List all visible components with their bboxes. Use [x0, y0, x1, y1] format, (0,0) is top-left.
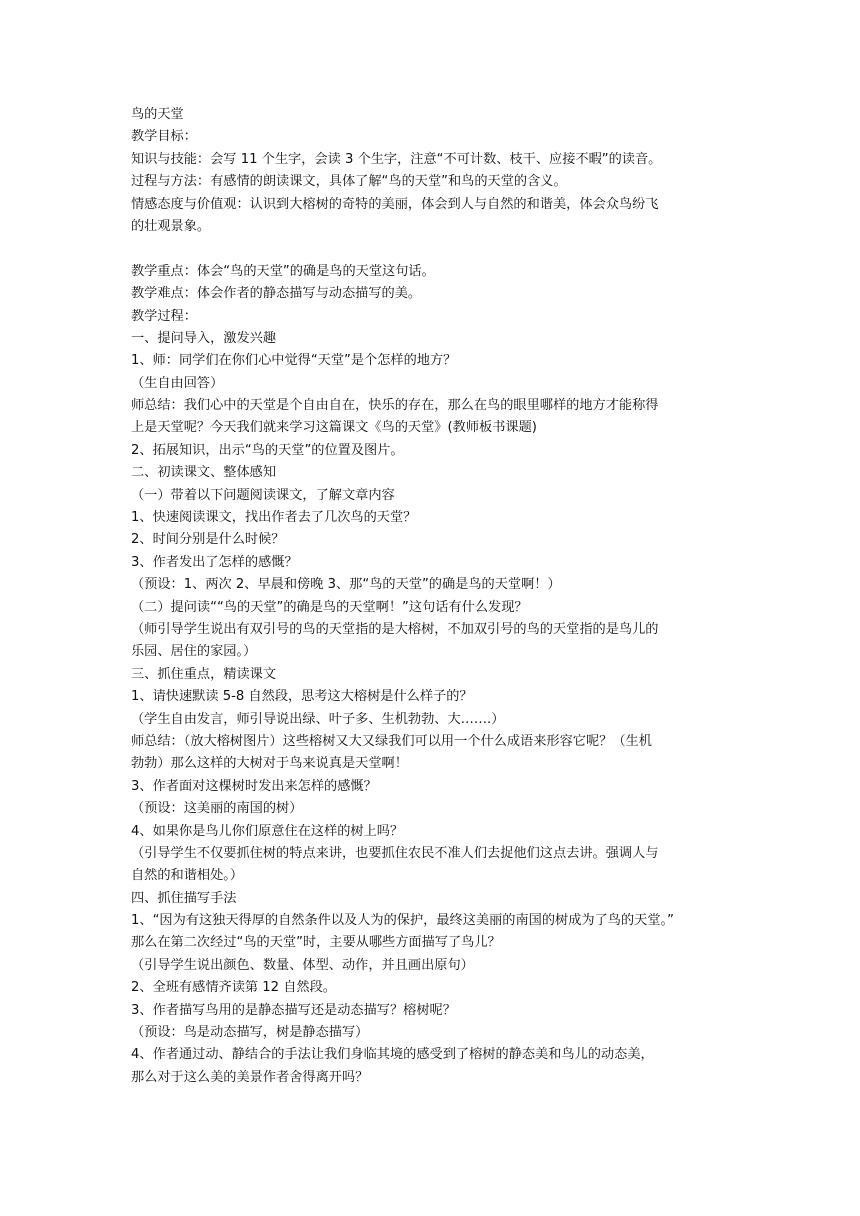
text-line: 教学难点：体会作者的静态描写与动态描写的美。 — [131, 286, 422, 302]
text-line: 乐园、居住的家园。） — [131, 644, 257, 660]
text-line: 过程与方法：有感情的朗读课文，具体了解“鸟的天堂”和鸟的天堂的含义。 — [131, 174, 567, 190]
text-line: 的壮观景象。 — [131, 218, 211, 234]
text-line: 2、时间分别是什么时候？ — [131, 532, 285, 548]
text-line: 1、师：同学们在你们心中觉得“天堂”是个怎样的地方？ — [131, 353, 457, 369]
text-line: 勃勃）那么这样的大树对于鸟来说真是天堂啊！ — [131, 756, 408, 772]
text-line: 一、提问导入，激发兴趣 — [131, 330, 277, 346]
text-line: 那么在第二次经过“鸟的天堂”时，主要从哪些方面描写了鸟儿？ — [131, 935, 501, 951]
text-line — [131, 238, 741, 260]
text-line: （学生自由发言，师引导说出绿、叶子多、生机勃勃、大…….） — [131, 711, 505, 727]
text-line: 2、拓展知识，出示“鸟的天堂”的位置及图片。 — [131, 442, 404, 458]
text-line: 教学重点：体会“鸟的天堂”的确是鸟的天堂这句话。 — [131, 263, 435, 279]
text-line: （生自由回答） — [131, 375, 224, 391]
text-line: 二、初读课文、整体感知 — [131, 465, 277, 481]
text-line: （二）提问读““鸟的天堂”的确是鸟的天堂啊！”这句话有什么发现？ — [131, 599, 528, 615]
text-line: 那么对于这么美的美景作者舍得离开吗？ — [131, 1069, 369, 1085]
text-line: 3、作者面对这棵树时发出来怎样的感慨？ — [131, 778, 377, 794]
text-line: 1、请快速默读 5-8 自然段，思考这大榕树是什么样子的？ — [131, 689, 473, 705]
text-line: （预设：这美丽的南国的树） — [131, 801, 303, 817]
document-body — [131, 104, 741, 1089]
text-line: 情感态度与价值观：认识到大榕树的奇特的美丽，体会到人与自然的和谐美，体会众鸟纷飞 — [131, 196, 659, 212]
text-line: （一）带着以下问题阅读课文，了解文章内容 — [131, 487, 395, 503]
text-line: （师引导学生说出有双引号的鸟的天堂指的是大榕树，不加双引号的鸟的天堂指的是鸟儿的 — [131, 621, 659, 637]
text-line: 师总结：我们心中的天堂是个自由自在，快乐的存在，那么在鸟的眼里哪样的地方才能称得 — [131, 398, 659, 414]
text-line: 知识与技能：会写 11 个生字，会读 3 个生字，注意“不可计数、枝干、应接不暇”的读音。 — [131, 151, 662, 167]
text-line: 1、快速阅读课文，找出作者去了几次鸟的天堂？ — [131, 510, 417, 526]
text-line: 教学目标： — [131, 129, 197, 145]
text-line: 3、作者描写鸟用的是静态描写还是动态描写？榕树呢？ — [131, 1002, 456, 1018]
text-line: （引导学生说出颜色、数量、体型、动作，并且画出原句） — [131, 957, 474, 973]
text-line: （引导学生不仅要抓住树的特点来讲，也要抓住农民不准人们去捉他们这点去讲。强调人与 — [131, 845, 659, 861]
text-line: 4、作者通过动、静结合的手法让我们身临其境的感受到了榕树的静态美和鸟儿的动态美， — [131, 1047, 654, 1063]
text-line: 3、作者发出了怎样的感慨？ — [131, 554, 298, 570]
text-line: （预设：鸟是动态描写，树是静态描写） — [131, 1025, 369, 1041]
text-line: 1、“因为有这独天得厚的自然条件以及人为的保护，最终这美丽的南国的树成为了鸟的天堂。” — [131, 913, 674, 929]
text-line: 2、全班有感情齐读第 12 自然段。 — [131, 980, 336, 996]
text-line: 四、抓住描写手法 — [131, 890, 237, 906]
text-line: 教学过程： — [131, 308, 197, 324]
document-title: 鸟的天堂 — [131, 107, 184, 122]
text-line: 师总结：（放大榕树图片）这些榕树又大又绿我们可以用一个什么成语来形容它呢？（生机 — [131, 733, 652, 749]
text-line: 三、抓住重点，精读课文 — [131, 666, 277, 682]
text-line: 4、如果你是鸟儿你们原意住在这样的树上吗？ — [131, 823, 404, 839]
text-line: （预设：1、两次 2、早晨和傍晚 3、那“鸟的天堂”的确是鸟的天堂啊！） — [131, 577, 561, 593]
text-line: 自然的和谐相处。） — [131, 868, 244, 884]
text-line: 上是天堂呢？今天我们就来学习这篇课文《鸟的天堂》(教师板书课题) — [131, 420, 537, 436]
